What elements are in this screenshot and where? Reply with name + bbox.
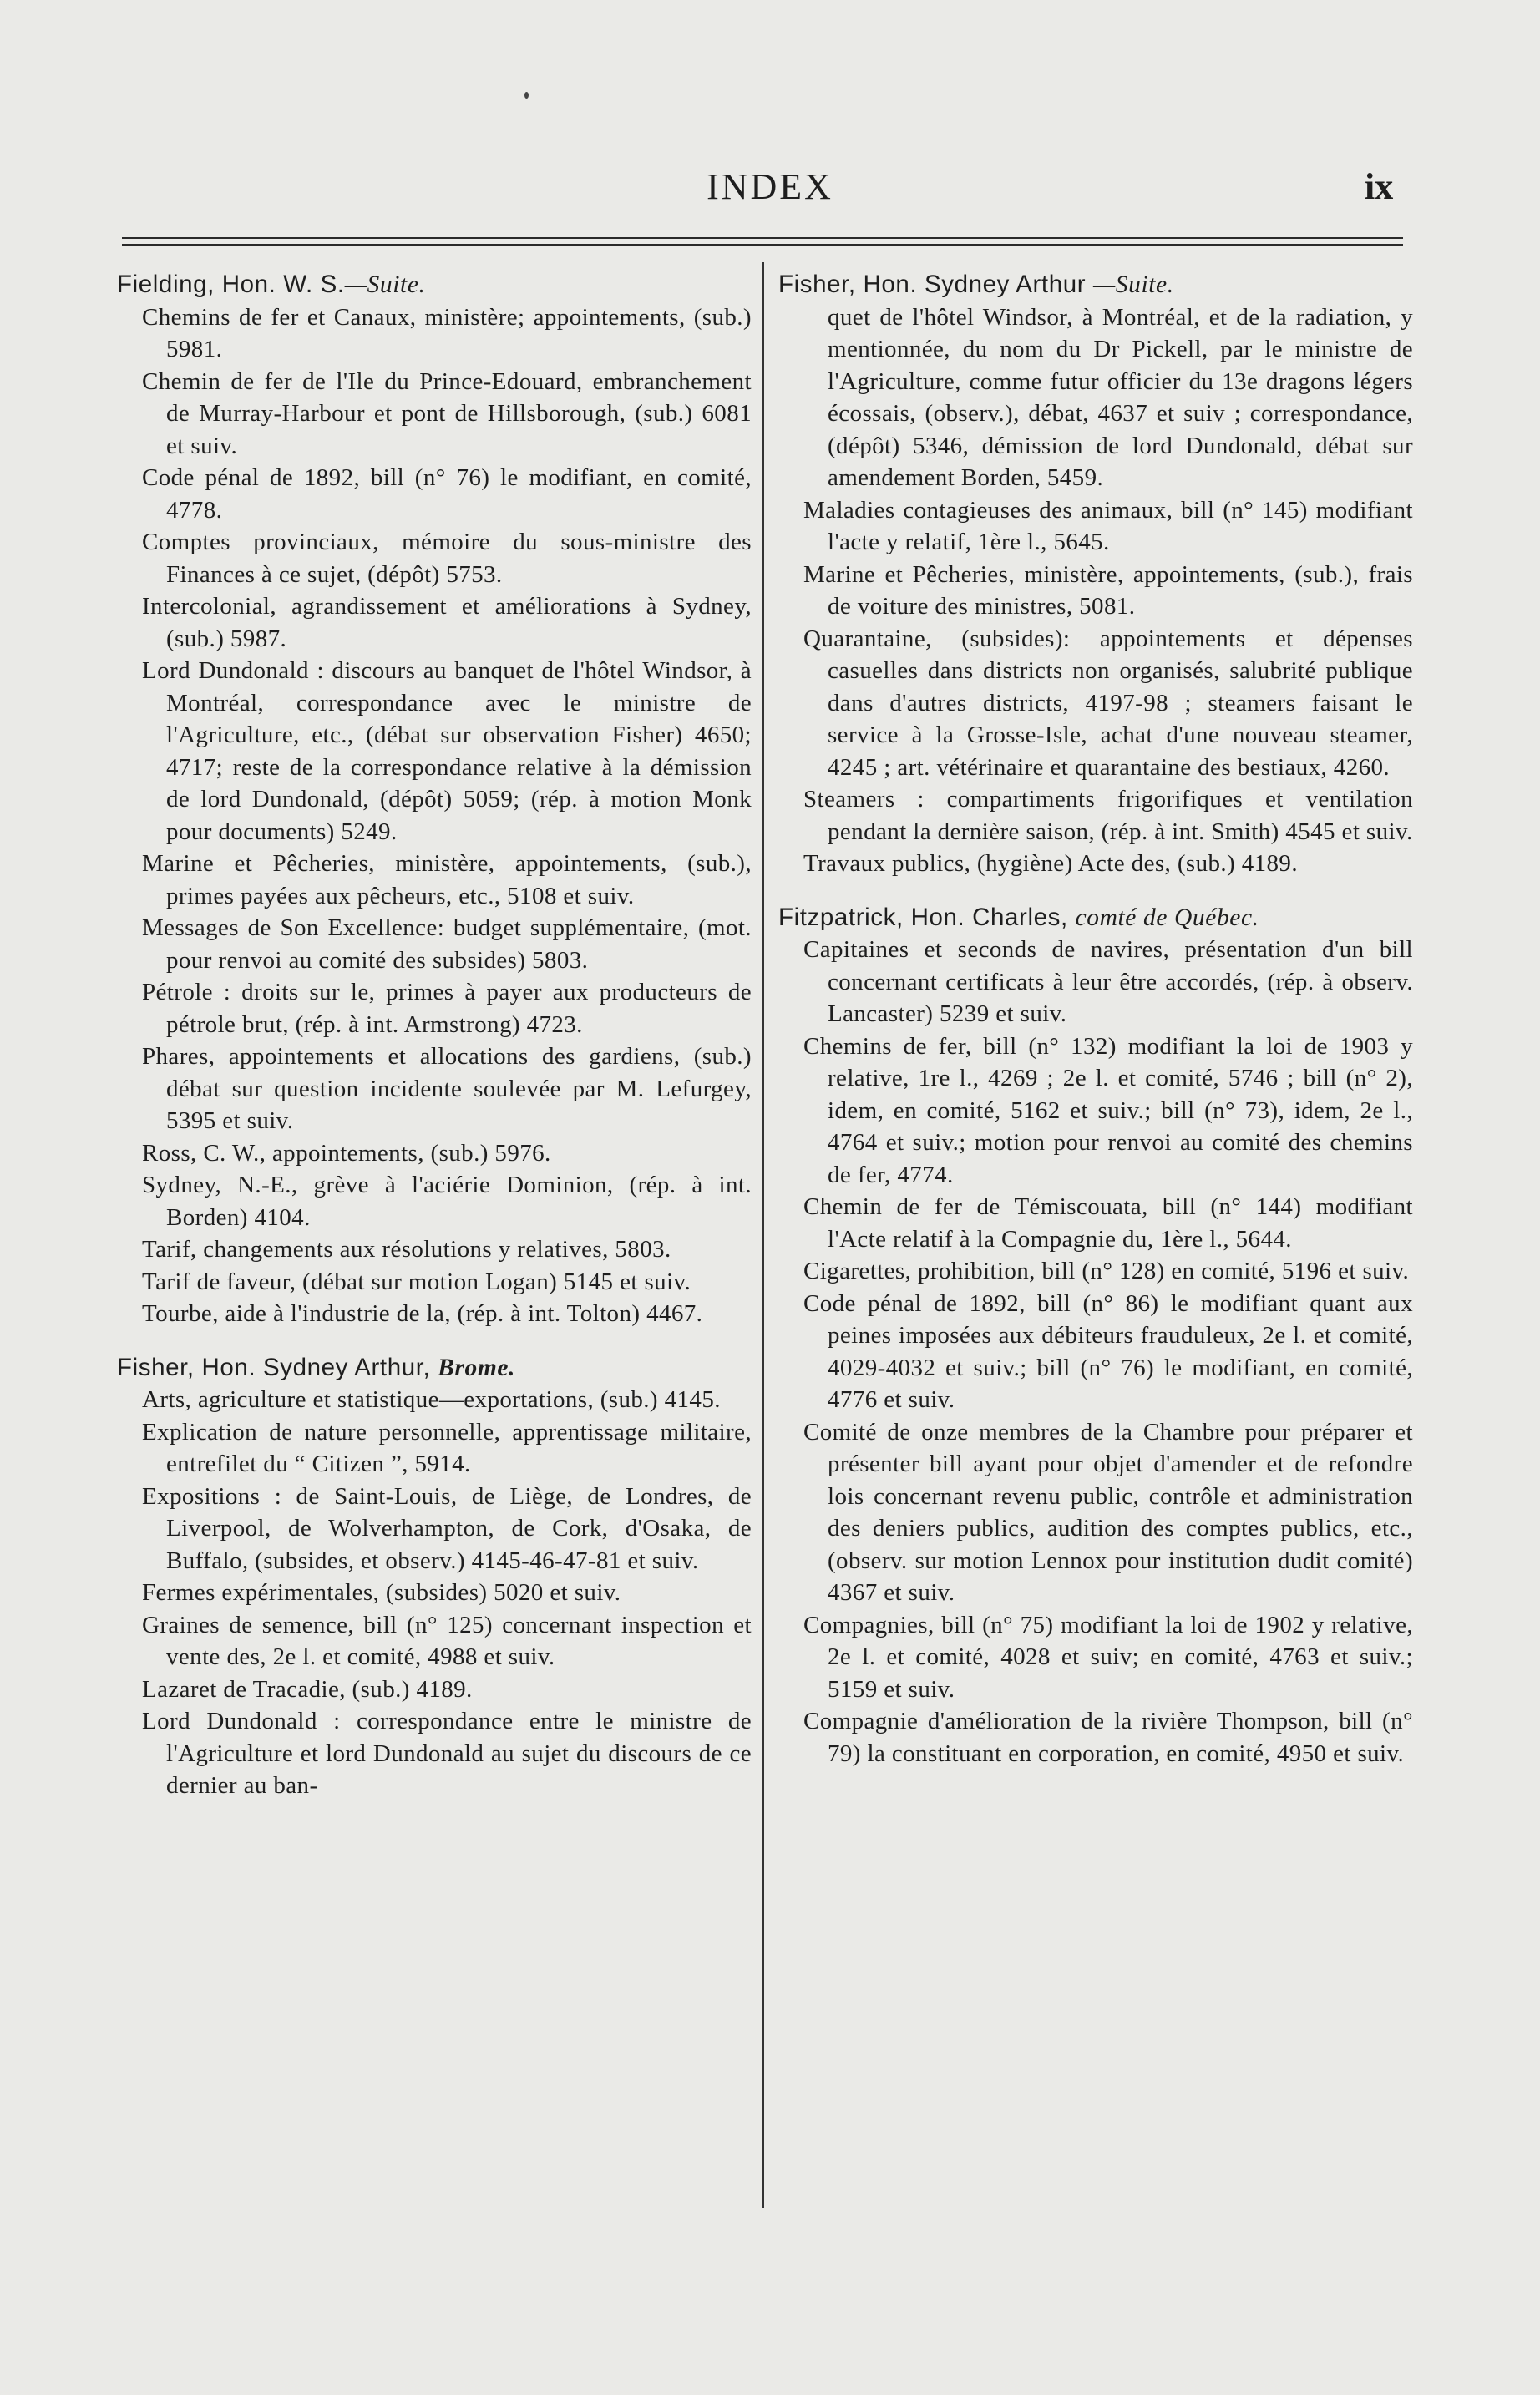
section-heading <box>778 269 1413 301</box>
index-entry: Code pénal de 1892, bill (n° 86) le modifiant quant aux peines imposées aux débiteurs frauduleux, 2e l. et comité, 4029-4032 et suiv.; bill (n° 76) le modifiant, en comité, 4776 et suiv. <box>803 1289 1413 1413</box>
index-entry: Compagnies, bill (n° 75) modifiant la loi de 1902 y relative, 2e l. et comité, 4028 et suiv; en comité, 4763 et suiv.; 5159 et suiv. <box>803 1611 1413 1703</box>
index-entry: Fermes expérimentales, (subsides) 5020 et suiv. <box>142 1579 621 1606</box>
index-entry: Graines de semence, bill (n° 125) concernant inspection et vente des, 2e l. et comité, 4988 et suiv. <box>142 1611 752 1670</box>
index-entry: Tarif, changements aux résolutions y relatives, 5803. <box>142 1236 671 1263</box>
entry-continuation: quet de l'hôtel Windsor, à Montréal, et de la radiation, y mentionnée, du nom du Dr Pickell, par le ministre de l'Agriculture, comme futur officier du 13e dragons légers écossais, (observ.), débat, 4637 et suiv ; correspondance, (dépôt) 5346, démission de lord Dundonald, débat sur amendement Borden, 5459. <box>828 303 1413 491</box>
column-divider <box>762 262 764 2208</box>
right-column <box>778 269 1413 1770</box>
page-title: INDEX <box>707 166 833 207</box>
index-entry: Expositions : de Saint-Louis, de Liège, de Londres, de Liverpool, de Wolverhampton, de Cork, d'Osaka, de Buffalo, (subsides, et observ.) 4145-46-47-81 et suiv. <box>142 1482 752 1574</box>
left-column <box>117 269 752 1802</box>
member-constituency: comté de Québec. <box>1075 904 1259 931</box>
index-entry: Chemin de fer de l'Ile du Prince-Edouard, embranchement de Murray-Harbour et pont de Hillsborough, (sub.) 6081 et suiv. <box>142 367 752 459</box>
index-entry: Lazaret de Tracadie, (sub.) 4189. <box>142 1675 473 1703</box>
index-entry: Travaux publics, (hygiène) Acte des, (sub.) 4189. <box>803 850 1298 877</box>
index-entry: Steamers : compartiments frigorifiques et ventilation pendant la dernière saison, (rép. à int. Smith) 4545 et suiv. <box>803 786 1413 845</box>
index-entry: Chemins de fer, bill (n° 132) modifiant la loi de 1903 y relative, 1re l., 4269 ; 2e l. et comité, 5746 ; bill (n° 2), idem, en comité, 5162 et suiv.; bill (n° 73), idem, 2e l., 4764 et suiv.; motion pour renvoi au comité des chemins de fer, 4774. <box>803 1032 1413 1188</box>
index-entry: Explication de nature personnelle, apprentissage militaire, entrefilet du “ Citizen ”, 5914. <box>142 1418 752 1477</box>
member-name: Fitzpatrick, Hon. Charles, <box>778 903 1068 931</box>
index-entry: Ross, C. W., appointements, (sub.) 5976. <box>142 1139 551 1167</box>
member-name: Fisher, Hon. Sydney Arthur, <box>117 1353 431 1381</box>
header-rule-top <box>122 237 1403 239</box>
index-entry: Comité de onze membres de la Chambre pour préparer et présenter bill ayant pour objet d'amender et de refondre lois concernant revenu public, contrôle et administration des deniers publics, audition des comptes publics, etc., (observ. sur motion Lennox pour institution dudit comité) 4367 et suiv. <box>803 1418 1413 1606</box>
index-entry: Intercolonial, agrandissement et améliorations à Sydney, (sub.) 5987. <box>142 593 752 652</box>
ink-speck <box>524 92 529 99</box>
index-entry: Chemin de fer de Témiscouata, bill (n° 144) modifiant l'Acte relatif à la Compagnie du, 1ère l., 5644. <box>803 1193 1413 1253</box>
index-entry: Lord Dundonald : discours au banquet de l'hôtel Windsor, à Montréal, correspondance avec le ministre de l'Agriculture, etc., (débat sur observation Fisher) 4650; 4717; reste de la correspondance relative à la démission de lord Dundonald, (dépôt) 5059; (rép. à motion Monk pour documents) 5249. <box>142 657 752 845</box>
index-entry: Messages de Son Excellence: budget supplémentaire, (mot. pour renvoi au comité des subsides) 5803. <box>142 914 752 974</box>
index-entry: Arts, agriculture et statistique—exportations, (sub.) 4145. <box>142 1386 721 1413</box>
index-entry: Tourbe, aide à l'industrie de la, (rép. à int. Tolton) 4467. <box>142 1300 703 1327</box>
header-rule-bottom <box>122 244 1403 246</box>
section-heading <box>778 902 1413 934</box>
index-entry: Marine et Pêcheries, ministère, appointements, (sub.), primes payées aux pêcheurs, etc., 5108 et suiv. <box>142 850 752 909</box>
page-number: ix <box>1365 166 1394 207</box>
index-entry: Capitaines et seconds de navires, présentation d'un bill concernant certificats à leur être accordés, (rép. à observ. Lancaster) 5239 et suiv. <box>803 936 1413 1027</box>
section-heading <box>117 269 752 301</box>
index-entry: Lord Dundonald : correspondance entre le ministre de l'Agriculture et lord Dundonald au sujet du discours de ce dernier au ban- <box>142 1708 752 1799</box>
index-entry: Tarif de faveur, (débat sur motion Logan) 5145 et suiv. <box>142 1268 691 1295</box>
index-entry: Compagnie d'amélioration de la rivière Thompson, bill (n° 79) la constituant en corporation, en comité, 4950 et suiv. <box>803 1708 1413 1767</box>
index-entry: Code pénal de 1892, bill (n° 76) le modifiant, en comité, 4778. <box>142 464 752 524</box>
index-entry: Pétrole : droits sur le, primes à payer aux producteurs de pétrole brut, (rép. à int. Armstrong) 4723. <box>142 979 752 1038</box>
index-entry: Phares, appointements et allocations des gardiens, (sub.) débat sur question incidente soulevée par M. Lefurgey, 5395 et suiv. <box>142 1043 752 1134</box>
member-suffix: —Suite. <box>344 271 426 298</box>
member-name: Fielding, Hon. W. S. <box>117 271 345 298</box>
member-suffix: —Suite. <box>1092 271 1174 298</box>
index-entry: Sydney, N.-E., grève à l'aciérie Dominion, (rép. à int. Borden) 4104. <box>142 1172 752 1231</box>
index-entry: Marine et Pêcheries, ministère, appointements, (sub.), frais de voiture des ministres, 5081. <box>803 560 1413 620</box>
index-entry: Chemins de fer et Canaux, ministère; appointements, (sub.) 5981. <box>142 303 752 362</box>
index-entry: Cigarettes, prohibition, bill (n° 128) en comité, 5196 et suiv. <box>803 1258 1410 1284</box>
section-heading <box>117 1352 752 1385</box>
member-constituency: Brome. <box>438 1354 516 1381</box>
index-entry: Quarantaine, (subsides): appointements et dépenses casuelles dans districts non organisés, salubrité publique dans d'autres districts, 4197-98 ; steamers faisant le service à la Grosse-Isle, achat d'une nouveau steamer, 4245 ; art. vétérinaire et quarantaine des bestiaux, 4260. <box>803 625 1413 781</box>
index-entry: Maladies contagieuses des animaux, bill (n° 145) modifiant l'acte y relatif, 1ère l., 5645. <box>803 496 1413 555</box>
member-name: Fisher, Hon. Sydney Arthur <box>778 271 1087 298</box>
index-entry: Comptes provinciaux, mémoire du sous-ministre des Finances à ce sujet, (dépôt) 5753. <box>142 529 752 588</box>
